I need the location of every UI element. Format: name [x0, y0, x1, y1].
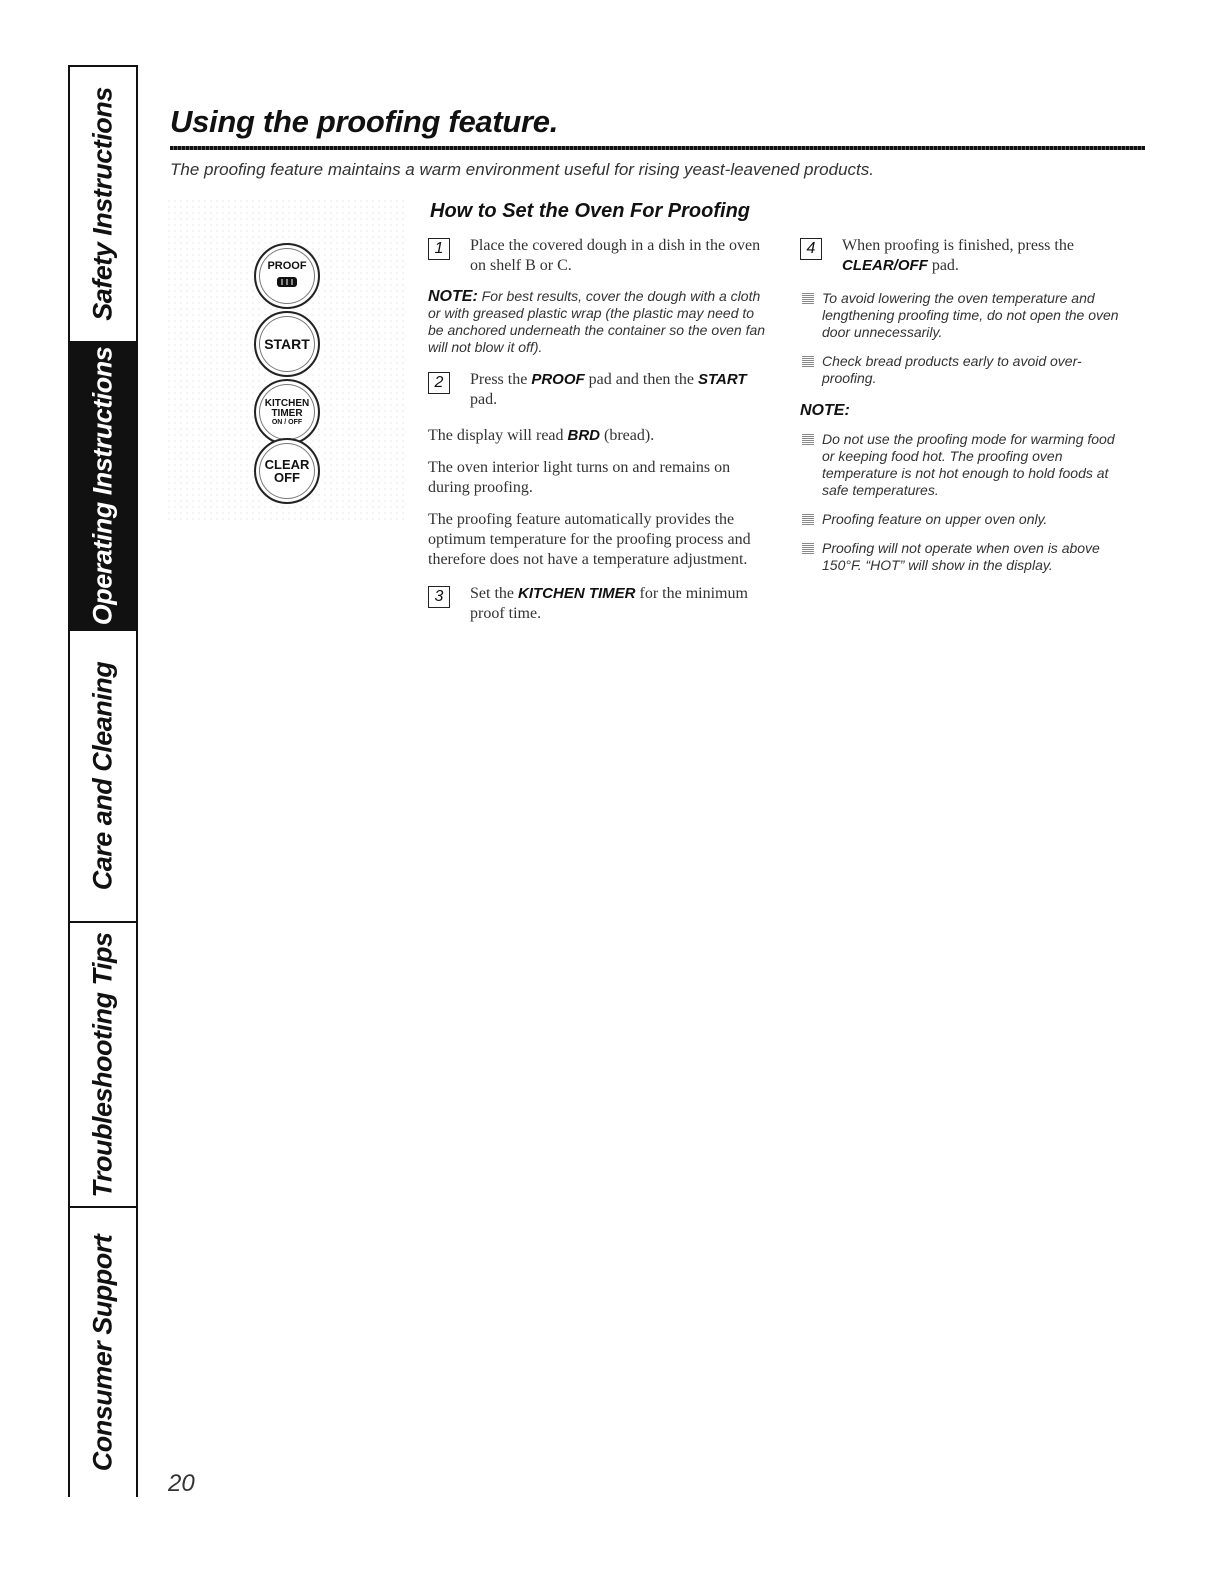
step-4-text-before: When proofing is finished, press the: [842, 237, 1074, 254]
note-1-text: For best results, cover the dough with a cloth or with greased plastic wrap (the plastic may need to be anchored underneath the container so the oven fan will not blow it off).: [428, 288, 766, 355]
step-1-text: Place the covered dough in a dish in the oven on shelf B or C.: [470, 237, 761, 274]
clear-off-keyword: CLEAR/OFF: [842, 257, 928, 274]
notes-list: [800, 431, 1130, 574]
tab-operating-instructions[interactable]: [70, 343, 136, 631]
tab-consumer-support[interactable]: [70, 1208, 136, 1497]
tab-safety-instructions[interactable]: [70, 65, 136, 343]
note-1-label: NOTE:: [428, 288, 478, 305]
step-2-text-before: Press the: [470, 371, 528, 388]
tips-list: [800, 290, 1130, 387]
note-text: Do not use the proofing mode for warming food or keeping food hot. The proofing oven temperature is not hot enough to hold foods at safe temperatures.: [822, 431, 1115, 498]
right-column: [800, 236, 1130, 574]
bullet-icon: [802, 434, 814, 445]
left-column: [428, 236, 773, 624]
tip-text: To avoid lowering the oven temperature and lengthening proofing time, do not open the oven door unnecessarily.: [822, 290, 1119, 340]
note-text: Proofing will not operate when oven is above 150°F. “HOT” will show in the display.: [822, 540, 1100, 573]
list-item: [800, 290, 1130, 341]
step-3-text-before: Set the: [470, 585, 514, 602]
step-2: [428, 370, 773, 410]
bullet-icon: [802, 514, 814, 525]
brd-keyword: BRD: [567, 427, 601, 444]
list-item: [800, 511, 1130, 528]
list-item: [800, 431, 1130, 499]
step-1: [428, 236, 773, 276]
step-number-4: 4: [800, 238, 822, 260]
step-3: [428, 584, 773, 624]
kitchen-timer-label-2: TIMER: [271, 407, 303, 419]
kitchen-timer-label-3: ON / OFF: [271, 418, 303, 426]
bullet-icon: [802, 543, 814, 554]
step-number-3: 3: [428, 586, 450, 608]
step-3-text-after: for the minimum proof time.: [470, 585, 748, 622]
display-text-after: (bread).: [604, 427, 655, 444]
note-1: [428, 288, 773, 356]
step-4-text-after: pad.: [931, 257, 959, 274]
tab-label: Operating Instructions: [87, 346, 118, 626]
title-divider: [170, 146, 1145, 150]
page-subtitle: The proofing feature maintains a warm environment useful for rising yeast-leavened products.: [170, 160, 874, 179]
step-4: [800, 236, 1130, 276]
kitchen-timer-keyword: KITCHEN TIMER: [518, 585, 636, 602]
tip-text: Check bread products early to avoid over-proofing.: [822, 353, 1082, 386]
bullet-icon: [802, 293, 814, 304]
page-number: 20: [168, 1470, 195, 1497]
list-item: [800, 540, 1130, 574]
proof-pad-label: PROOF: [267, 259, 307, 272]
kitchen-timer-label-1: KITCHEN: [264, 397, 310, 409]
section-tabs: [68, 65, 138, 1497]
tab-troubleshooting-tips[interactable]: [70, 923, 136, 1208]
kitchen-timer-pad[interactable]: [254, 379, 320, 445]
note-text: Proofing feature on upper oven only.: [822, 511, 1048, 527]
clear-off-label-1: CLEAR: [264, 457, 310, 472]
bullet-icon: [802, 356, 814, 367]
step-number-1: 1: [428, 238, 450, 260]
light-text: The oven interior light turns on and remains on during proofing.: [428, 459, 731, 496]
step-2-text-after: pad.: [470, 391, 498, 408]
step-4-text: [842, 236, 1130, 276]
start-pad-label: START: [264, 336, 310, 352]
tab-label: Consumer Support: [87, 1234, 118, 1471]
tab-label: Safety Instructions: [87, 87, 118, 321]
clear-off-label-2: OFF: [274, 470, 300, 485]
clear-off-pad[interactable]: [254, 438, 320, 504]
step-number-2: 2: [428, 372, 450, 394]
section-heading: How to Set the Oven For Proofing: [430, 200, 750, 222]
auto-temperature-text: The proofing feature automatically provides the optimum temperature for the proofing process and therefore does not have a temperature adjustment.: [428, 511, 751, 568]
tab-care-and-cleaning[interactable]: [70, 631, 136, 923]
list-item: [800, 353, 1130, 387]
tab-label: Troubleshooting Tips: [87, 932, 118, 1197]
start-keyword: START: [697, 371, 747, 388]
note-heading: NOTE:: [800, 402, 850, 419]
step-2-text-mid: pad and then the: [588, 371, 694, 388]
bread-icon: [276, 276, 298, 292]
control-panel-illustration: [168, 200, 404, 520]
proof-pad[interactable]: [254, 243, 320, 309]
step-2-text: [470, 370, 773, 410]
page-title: Using the proofing feature.: [170, 104, 559, 139]
step-3-text: [470, 584, 773, 624]
display-text: [428, 426, 773, 446]
proof-keyword: PROOF: [531, 371, 585, 388]
start-pad[interactable]: [254, 311, 320, 377]
tab-label: Care and Cleaning: [87, 661, 118, 891]
display-text-before: The display will read: [428, 427, 564, 444]
